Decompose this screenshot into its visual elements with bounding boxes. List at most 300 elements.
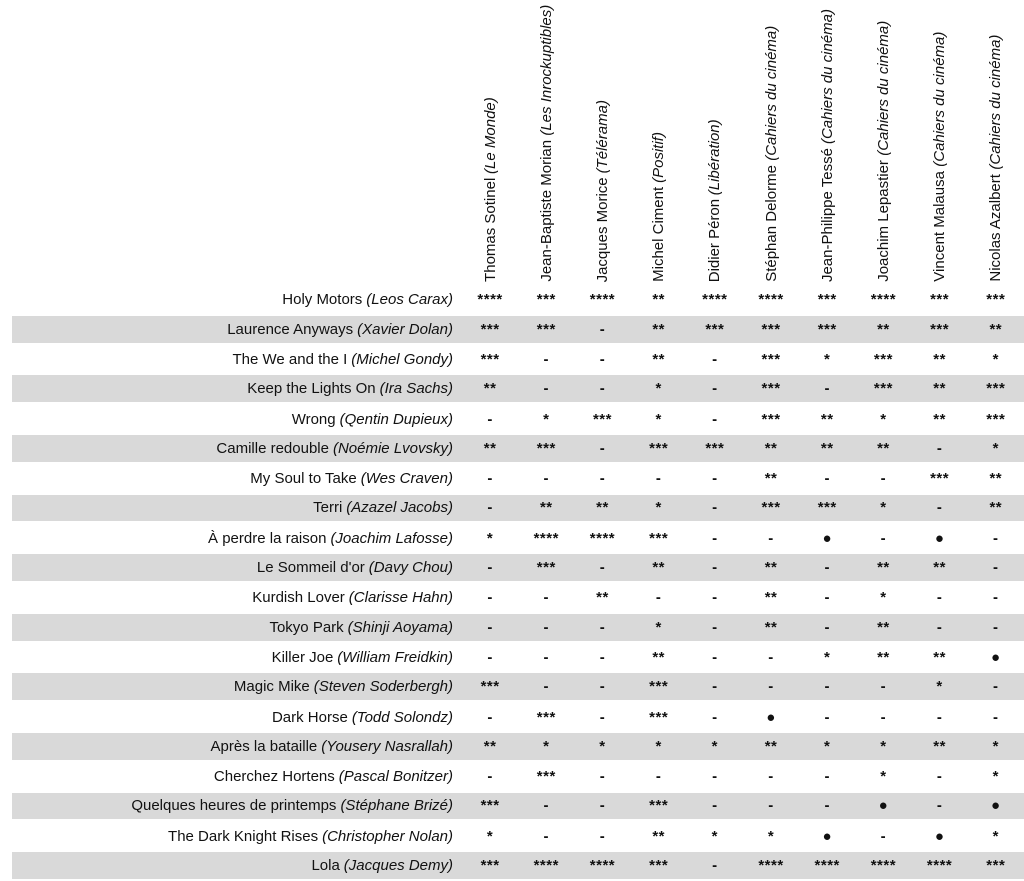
rating-value: -: [993, 559, 999, 577]
rating-cell: [518, 828, 574, 845]
rating-value: ***: [649, 857, 669, 875]
rating-value: **: [877, 320, 890, 338]
rating-value: -: [487, 410, 493, 428]
critic-publication: (Les Inrockuptibles): [537, 5, 555, 137]
rating-value: -: [880, 827, 887, 845]
rating-cell: [855, 559, 911, 576]
rating-value: **: [764, 559, 778, 577]
rating-cell: [743, 380, 799, 397]
rating-value: -: [936, 768, 943, 786]
rating-cell: [912, 499, 968, 516]
rating-value: *: [655, 499, 662, 517]
rating-cell: [462, 857, 518, 874]
rating-cell: [631, 678, 687, 695]
critic-header: [968, 0, 1024, 285]
rating-value: ●: [991, 797, 1001, 815]
critic-name: Thomas Sotinel: [481, 177, 499, 282]
rating-value: ***: [536, 291, 556, 309]
rating-value: -: [712, 648, 718, 666]
rating-value: ***: [649, 678, 669, 696]
rating-cell: [631, 499, 687, 516]
rating-value: -: [712, 350, 718, 368]
rating-value: -: [712, 559, 718, 577]
rating-cell: [687, 768, 743, 785]
rating-value: **: [652, 559, 665, 577]
rating-cell: [912, 589, 968, 606]
rating-value: ****: [702, 291, 728, 309]
rating-cell: [743, 530, 799, 547]
film-label: [12, 470, 462, 487]
critic-name: Jean-Philippe Tessé: [818, 148, 836, 282]
rating-cell: [631, 321, 687, 338]
rating-value: *: [767, 827, 775, 845]
rating-value: **: [989, 320, 1003, 338]
table-row: [12, 762, 1024, 792]
film-label: [12, 411, 462, 428]
rating-cell: [799, 440, 855, 457]
critic-header: [687, 0, 743, 285]
rating-cell: [968, 351, 1024, 368]
rating-cell: [518, 678, 574, 695]
critic-header: [574, 0, 630, 285]
rating-cell: [574, 321, 630, 338]
film-title: Camille redouble: [216, 439, 329, 457]
rating-value: -: [543, 618, 550, 636]
film-director: (Joachim Lafosse): [330, 529, 453, 547]
film-director: (Leos Carax): [366, 291, 453, 309]
rating-cell: [687, 709, 743, 726]
rating-cell: [799, 291, 855, 308]
critic-publication: (Télérama): [593, 99, 611, 173]
rating-cell: [518, 440, 574, 457]
film-label: [12, 530, 462, 547]
critic-name: Didier Péron: [706, 198, 724, 282]
table-body: [0, 285, 1024, 881]
rating-value: -: [599, 559, 606, 577]
film-label: [12, 380, 462, 397]
rating-value: *: [543, 737, 550, 755]
rating-cell: [518, 738, 574, 755]
rating-cell: [687, 649, 743, 666]
table-row: [12, 732, 1024, 762]
rating-cell: [912, 351, 968, 368]
rating-cell: [462, 738, 518, 755]
table-row: [12, 374, 1024, 404]
rating-value: -: [712, 589, 718, 607]
critic-name: Michel Ciment: [650, 186, 668, 282]
film-director: (Michel Gondy): [351, 350, 453, 368]
table-row: [12, 643, 1024, 673]
film-director: (Clarisse Hahn): [348, 589, 453, 607]
critic-publication: (Le Monde): [481, 97, 499, 174]
rating-value: **: [877, 648, 890, 666]
rating-value: ***: [480, 797, 500, 815]
rating-value: ***: [649, 797, 669, 815]
rating-value: -: [768, 797, 774, 815]
critic-header: [462, 0, 518, 285]
rating-cell: [631, 440, 687, 457]
rating-value: *: [880, 589, 887, 607]
rating-value: ***: [761, 380, 781, 398]
critic-publication: (Cahiers du cinéma): [931, 32, 949, 168]
film-label: [12, 559, 462, 576]
rating-cell: [631, 649, 687, 666]
rating-value: ●: [878, 797, 889, 815]
rating-cell: [799, 411, 855, 428]
rating-cell: [574, 797, 630, 814]
table-row: [12, 315, 1024, 345]
rating-value: -: [824, 470, 830, 488]
film-director: (Qentin Dupieux): [339, 410, 453, 428]
rating-cell: [912, 738, 968, 755]
rating-value: -: [543, 350, 550, 368]
film-title: À perdre la raison: [208, 529, 327, 547]
rating-value: -: [712, 499, 718, 517]
table-row: [12, 702, 1024, 732]
rating-value: ***: [536, 439, 556, 457]
rating-value: *: [711, 827, 719, 845]
rating-value: **: [764, 618, 778, 636]
film-director: (Yousery Nasrallah): [321, 737, 453, 755]
rating-cell: [518, 530, 574, 547]
film-label: [12, 857, 462, 874]
rating-value: **: [483, 439, 497, 457]
rating-cell: [574, 559, 630, 576]
rating-cell: [912, 649, 968, 666]
film-title: Après la bataille: [210, 737, 318, 755]
critic-name: Vincent Malausa: [931, 171, 949, 282]
rating-cell: [968, 559, 1024, 576]
rating-value: -: [487, 768, 493, 786]
rating-value: -: [712, 768, 718, 786]
rating-value: -: [712, 857, 718, 875]
rating-cell: [687, 530, 743, 547]
rating-value: -: [880, 708, 887, 726]
rating-value: ***: [873, 350, 893, 368]
rating-value: *: [655, 380, 662, 398]
rating-cell: [799, 530, 855, 547]
rating-value: **: [933, 648, 946, 666]
rating-value: **: [933, 410, 946, 428]
rating-value: *: [880, 410, 887, 428]
rating-value: **: [989, 499, 1003, 517]
rating-cell: [631, 380, 687, 397]
rating-cell: [462, 321, 518, 338]
film-director: (Jacques Demy): [343, 857, 453, 875]
rating-cell: [855, 768, 911, 785]
rating-value: -: [599, 380, 606, 398]
rating-cell: [687, 797, 743, 814]
rating-cell: [462, 797, 518, 814]
rating-cell: [462, 291, 518, 308]
film-director: (Davy Chou): [368, 559, 453, 577]
critic-header: [631, 0, 687, 285]
rating-cell: [799, 470, 855, 487]
rating-cell: [855, 499, 911, 516]
rating-value: ***: [930, 320, 950, 338]
rating-value: **: [652, 350, 665, 368]
rating-cell: [855, 380, 911, 397]
rating-value: *: [936, 678, 943, 696]
rating-cell: [855, 709, 911, 726]
film-title: Wrong: [291, 410, 336, 428]
rating-cell: [462, 589, 518, 606]
rating-value: -: [712, 678, 718, 696]
rating-cell: [687, 857, 743, 874]
rating-value: -: [543, 380, 550, 398]
rating-value: ****: [589, 529, 616, 547]
critic-publication: (Cahiers du cinéma): [762, 26, 780, 162]
rating-cell: [462, 559, 518, 576]
rating-cell: [799, 649, 855, 666]
rating-cell: [799, 797, 855, 814]
header-spacer: [0, 0, 462, 285]
film-title: Terri: [313, 499, 343, 517]
rating-cell: [912, 291, 968, 308]
rating-cell: [687, 828, 743, 845]
rating-cell: [912, 321, 968, 338]
rating-value: ***: [649, 708, 669, 726]
rating-cell: [574, 768, 630, 785]
film-title: Kurdish Lover: [252, 589, 345, 607]
film-label: [12, 768, 462, 785]
rating-value: -: [543, 827, 550, 845]
rating-value: *: [824, 350, 831, 368]
rating-cell: [462, 649, 518, 666]
rating-value: -: [824, 708, 830, 726]
rating-cell: [912, 380, 968, 397]
film-label: [12, 797, 462, 814]
critic-header: [743, 0, 799, 285]
rating-cell: [799, 321, 855, 338]
rating-cell: [631, 470, 687, 487]
critic-publication: (Positif): [650, 132, 668, 183]
table-row: [12, 672, 1024, 702]
rating-cell: [687, 321, 743, 338]
critic-name: Jacques Morice: [593, 176, 611, 282]
table-row: [12, 583, 1024, 613]
rating-cell: [462, 380, 518, 397]
rating-cell: [743, 351, 799, 368]
rating-cell: [631, 559, 687, 576]
rating-value: ***: [761, 499, 781, 517]
rating-value: -: [599, 708, 606, 726]
rating-value: ***: [761, 410, 781, 428]
rating-value: **: [933, 737, 946, 755]
rating-value: **: [933, 350, 946, 368]
rating-cell: [518, 649, 574, 666]
header-row: [0, 0, 1024, 285]
film-title: Holy Motors: [282, 291, 363, 309]
rating-value: -: [880, 470, 887, 488]
rating-value: -: [487, 648, 493, 666]
rating-cell: [462, 619, 518, 636]
rating-cell: [743, 470, 799, 487]
rating-cell: [912, 470, 968, 487]
rating-cell: [743, 797, 799, 814]
rating-value: **: [877, 439, 890, 457]
rating-value: -: [599, 470, 606, 488]
rating-value: -: [655, 470, 662, 488]
rating-value: ****: [589, 291, 616, 309]
rating-cell: [518, 470, 574, 487]
rating-value: -: [712, 410, 718, 428]
rating-value: ****: [870, 857, 897, 875]
rating-value: ***: [649, 529, 669, 547]
rating-value: -: [824, 678, 830, 696]
rating-cell: [574, 738, 630, 755]
rating-value: ***: [761, 350, 781, 368]
rating-cell: [799, 499, 855, 516]
rating-cell: [968, 291, 1024, 308]
rating-cell: [631, 857, 687, 874]
rating-value: ***: [817, 320, 837, 338]
rating-cell: [968, 828, 1024, 845]
rating-value: *: [486, 529, 494, 547]
rating-cell: [855, 619, 911, 636]
rating-value: -: [824, 589, 830, 607]
film-label: [12, 291, 462, 308]
rating-cell: [855, 291, 911, 308]
rating-cell: [574, 499, 630, 516]
rating-cell: [574, 380, 630, 397]
rating-value: -: [487, 589, 493, 607]
rating-cell: [855, 411, 911, 428]
rating-value: -: [487, 559, 493, 577]
film-title: Le Sommeil d'or: [256, 559, 365, 577]
film-director: (Steven Soderbergh): [313, 678, 453, 696]
rating-value: **: [989, 470, 1003, 488]
rating-value: ***: [536, 559, 556, 577]
rating-value: *: [824, 737, 831, 755]
rating-cell: [574, 678, 630, 695]
rating-value: ***: [930, 470, 950, 488]
film-director: (Azazel Jacobs): [346, 499, 453, 517]
critic-header-label: [764, 26, 779, 282]
rating-value: ***: [817, 499, 837, 517]
rating-cell: [855, 321, 911, 338]
table-row: [12, 792, 1024, 822]
rating-value: ***: [986, 291, 1006, 309]
rating-value: -: [824, 797, 830, 815]
rating-value: **: [652, 648, 665, 666]
rating-cell: [968, 649, 1024, 666]
rating-cell: [687, 351, 743, 368]
rating-value: **: [652, 291, 665, 309]
rating-cell: [855, 470, 911, 487]
rating-value: -: [712, 380, 718, 398]
film-title: The We and the I: [232, 350, 348, 368]
rating-cell: [574, 828, 630, 845]
rating-value: -: [487, 499, 493, 517]
rating-value: -: [993, 708, 999, 726]
rating-value: -: [936, 618, 943, 636]
film-title: Tokyo Park: [269, 618, 344, 636]
rating-cell: [968, 589, 1024, 606]
rating-value: *: [599, 737, 606, 755]
rating-value: -: [880, 529, 887, 547]
critic-header-label: [876, 21, 891, 282]
rating-cell: [631, 828, 687, 845]
rating-value: -: [655, 589, 662, 607]
table-row: [12, 494, 1024, 524]
rating-cell: [912, 619, 968, 636]
rating-cell: [743, 619, 799, 636]
film-title: My Soul to Take: [250, 470, 357, 488]
critic-publication: (Cahiers du cinéma): [818, 8, 836, 145]
rating-value: ****: [533, 857, 559, 875]
rating-cell: [743, 828, 799, 845]
rating-cell: [687, 559, 743, 576]
rating-cell: [518, 589, 574, 606]
rating-cell: [462, 499, 518, 516]
rating-value: **: [764, 439, 778, 457]
rating-value: ●: [934, 529, 945, 547]
rating-cell: [743, 678, 799, 695]
rating-cell: [799, 619, 855, 636]
rating-value: ●: [934, 827, 945, 845]
rating-value: -: [712, 618, 718, 636]
rating-value: **: [483, 380, 497, 398]
rating-value: -: [599, 678, 606, 696]
table-row: [12, 613, 1024, 643]
film-title: Keep the Lights On: [247, 380, 376, 398]
rating-cell: [743, 738, 799, 755]
rating-cell: [968, 768, 1024, 785]
rating-value: ****: [758, 291, 784, 309]
rating-value: *: [992, 737, 999, 755]
rating-cell: [855, 351, 911, 368]
rating-cell: [912, 559, 968, 576]
rating-cell: [968, 470, 1024, 487]
film-director: (Noémie Lvovsky): [332, 439, 453, 457]
rating-cell: [968, 530, 1024, 547]
rating-cell: [799, 351, 855, 368]
rating-cell: [912, 709, 968, 726]
film-director: (Wes Craven): [360, 470, 453, 488]
rating-cell: [855, 857, 911, 874]
rating-value: **: [933, 559, 946, 577]
critic-publication: (Cahiers du cinéma): [874, 21, 892, 157]
rating-value: -: [993, 678, 999, 696]
rating-cell: [968, 709, 1024, 726]
rating-cell: [855, 589, 911, 606]
rating-value: -: [543, 678, 550, 696]
rating-cell: [912, 411, 968, 428]
rating-cell: [968, 380, 1024, 397]
rating-value: ***: [480, 857, 500, 875]
rating-value: ***: [986, 410, 1006, 428]
rating-value: ***: [705, 439, 725, 457]
rating-value: *: [824, 648, 831, 666]
rating-cell: [799, 559, 855, 576]
rating-value: **: [820, 439, 834, 457]
rating-value: -: [599, 320, 606, 338]
rating-cell: [687, 499, 743, 516]
rating-cell: [631, 589, 687, 606]
rating-value: **: [764, 737, 778, 755]
film-director: (Stéphane Brizé): [340, 797, 453, 815]
critic-header-label: [595, 100, 610, 282]
rating-value: ***: [480, 320, 500, 338]
rating-cell: [574, 291, 630, 308]
rating-value: **: [483, 737, 497, 755]
rating-cell: [518, 499, 574, 516]
critic-name: Nicolas Azalbert: [987, 174, 1005, 282]
rating-value: -: [768, 529, 774, 547]
rating-value: -: [880, 678, 887, 696]
rating-value: -: [936, 708, 943, 726]
